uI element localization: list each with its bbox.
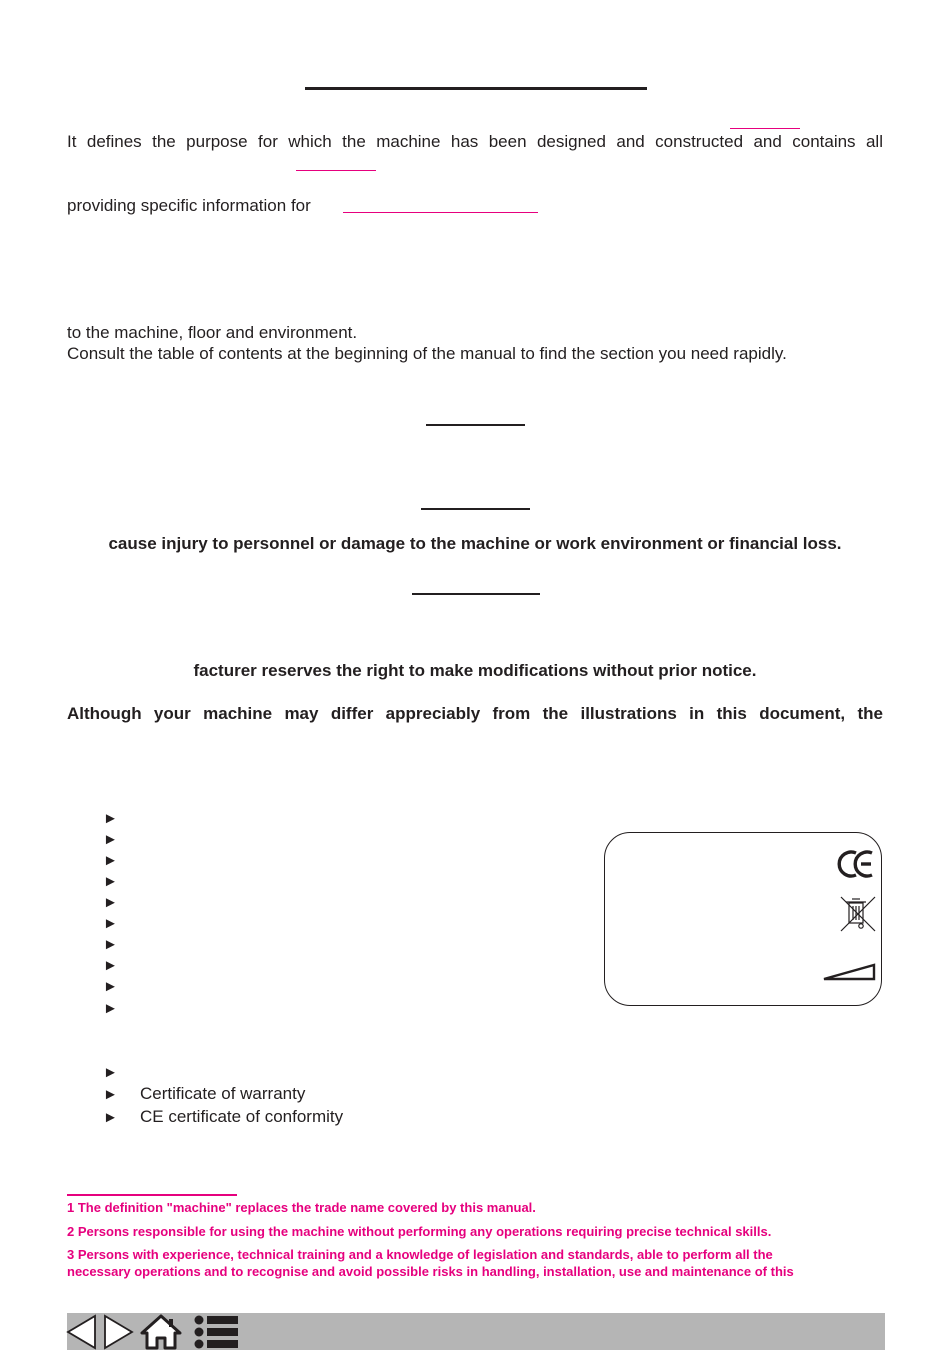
- section-heading-rule: [426, 424, 525, 426]
- list-arrow: ►: [103, 810, 118, 827]
- link-underline[interactable]: [730, 128, 800, 129]
- ce-mark-icon: [839, 852, 872, 876]
- list-arrow: ►: [103, 1064, 118, 1081]
- list-arrow: ►: [103, 852, 118, 869]
- section-heading-rule: [412, 593, 540, 595]
- list-arrow: ►: [103, 1086, 118, 1103]
- list-arrow: ►: [103, 831, 118, 848]
- footer-bar: [67, 1313, 885, 1350]
- link-underline[interactable]: [296, 170, 376, 171]
- intro-line-3: to the machine, floor and environment.: [67, 323, 358, 342]
- list-arrow: ►: [103, 894, 118, 911]
- footnote-2: 2 Persons responsible for using the machine without performing any operations requiring precise technical skills.: [67, 1224, 772, 1239]
- list-arrow: ►: [103, 978, 118, 995]
- list-arrow: ►: [103, 915, 118, 932]
- next-page-icon[interactable]: [102, 1314, 134, 1350]
- link-underline[interactable]: [343, 212, 538, 213]
- footnote-separator: [67, 1194, 237, 1196]
- warning-injury: cause injury to personnel or damage to the machine or work environment or financial loss.: [108, 534, 842, 553]
- document-item: CE certificate of conformity: [140, 1107, 344, 1126]
- weee-bin-icon: [841, 897, 875, 931]
- list-arrow: ►: [103, 936, 118, 953]
- title-rule: [305, 87, 647, 90]
- intro-line-2: providing specific information for: [67, 196, 311, 215]
- triangle-icon: [824, 965, 874, 979]
- previous-page-icon[interactable]: [66, 1314, 98, 1350]
- footnote-3-continued: necessary operations and to recognise and avoid possible risks in handling, installation, use and maintenance of this: [67, 1264, 794, 1279]
- contents-list-icon[interactable]: [192, 1314, 240, 1350]
- list-arrow: ►: [103, 1000, 118, 1017]
- footnote-3: 3 Persons with experience, technical training and a knowledge of legislation and standards, able to perform all the: [67, 1247, 773, 1262]
- list-arrow: ►: [103, 1109, 118, 1126]
- list-arrow: ►: [103, 873, 118, 890]
- list-arrow: ►: [103, 957, 118, 974]
- plate-symbols: [605, 833, 881, 1005]
- intro-line-1: It defines the purpose for which the machine has been designed and constructed and contains all: [67, 132, 883, 151]
- section-heading-rule: [421, 508, 530, 510]
- footnote-1: 1 The definition "machine" replaces the trade name covered by this manual.: [67, 1200, 536, 1215]
- home-icon[interactable]: [140, 1314, 182, 1350]
- warning-modifications: facturer reserves the right to make modifications without prior notice.: [193, 661, 757, 680]
- intro-line-4: Consult the table of contents at the beginning of the manual to find the section you need rapidly.: [67, 344, 787, 363]
- warning-illustrations: Although your machine may differ appreciably from the illustrations in this document, the: [67, 704, 883, 723]
- rating-plate: [604, 832, 882, 1006]
- document-item: Certificate of warranty: [140, 1084, 306, 1103]
